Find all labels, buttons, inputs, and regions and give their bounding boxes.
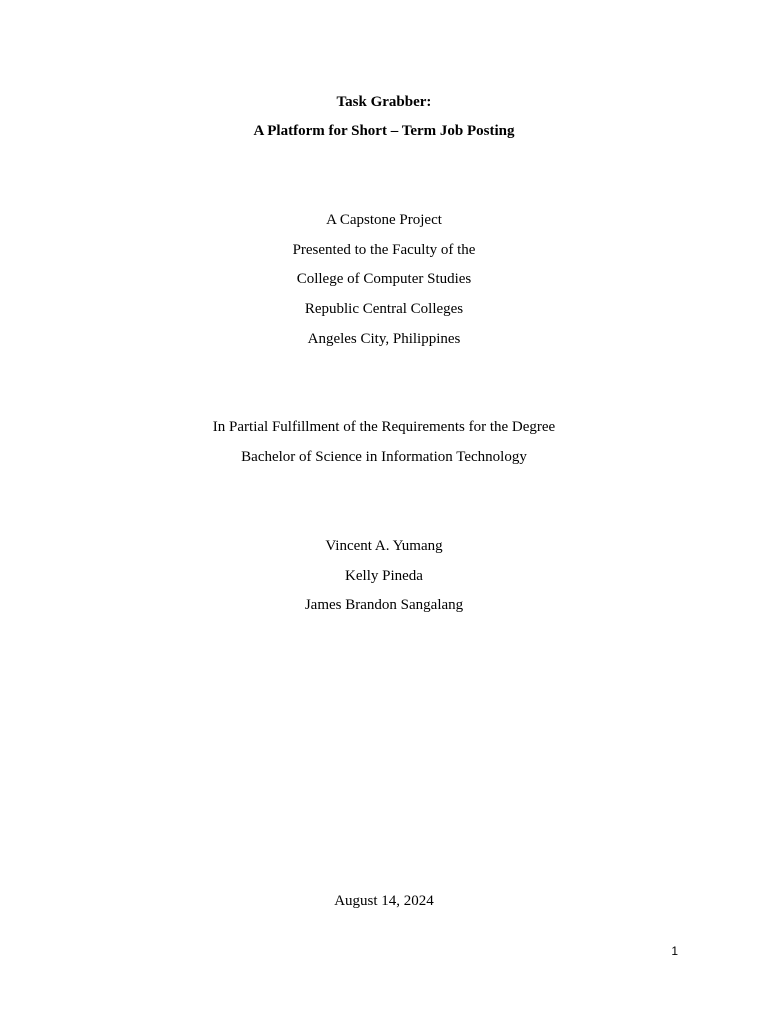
submission-line: Presented to the Faculty of the: [292, 242, 476, 258]
author-name: James Brandon Sangalang: [304, 597, 464, 613]
submission-line: College of Computer Studies: [296, 271, 472, 287]
submission-date: August 14, 2024: [334, 893, 434, 909]
page-number: 1: [671, 944, 678, 958]
document-title: Task Grabber:: [336, 94, 432, 110]
degree-line: Bachelor of Science in Information Technology: [241, 449, 527, 465]
submission-line: Angeles City, Philippines: [307, 331, 461, 347]
document-subtitle: A Platform for Short – Term Job Posting: [253, 123, 515, 139]
author-name: Vincent A. Yumang: [325, 538, 443, 554]
submission-line: Republic Central Colleges: [304, 301, 464, 317]
submission-line: A Capstone Project: [326, 212, 442, 228]
fulfillment-line: In Partial Fulfillment of the Requirements for the Degree: [212, 419, 556, 435]
author-name: Kelly Pineda: [345, 568, 423, 584]
